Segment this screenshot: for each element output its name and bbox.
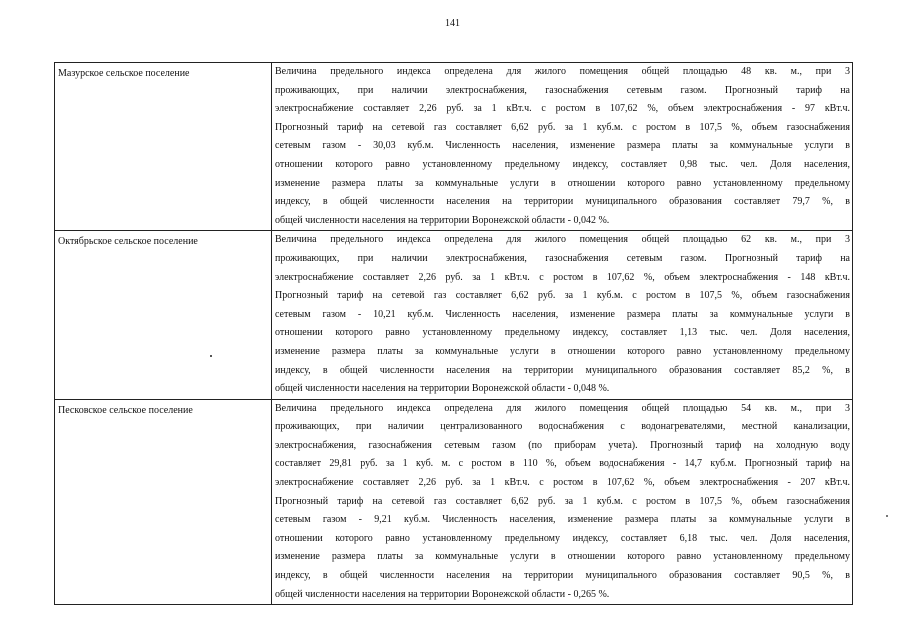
scan-speck	[886, 515, 888, 517]
description-line: электроснабжение составляет 2,26 руб. за 1 кВт.ч. с ростом в 107,62 %, объем электроснабжения - 148 кВт.ч.	[275, 271, 850, 283]
scan-speck	[210, 355, 212, 357]
description-line: изменение размера платы за коммунальные услуги в отношении которого равно установленному предельному	[275, 177, 850, 189]
description-line: отношении которого равно установленному предельному индексу, составляет 6,18 тыс. чел. Доля населения,	[275, 532, 850, 544]
description-line: изменение размера платы за коммунальные услуги в отношении которого равно установленному предельному	[275, 551, 850, 563]
description-line: проживающих, при наличии электроснабжения, газоснабжения сетевым газом. Прогнозный тариф на	[275, 252, 850, 264]
description-line: отношении которого равно установленному предельному индексу, составляет 1,13 тыс. чел. Доля населения,	[275, 327, 850, 339]
description-line: Прогнозный тариф на сетевой газ составляет 6,62 руб. за 1 куб.м. с ростом в 107,5 %, объем газоснабжения	[275, 121, 850, 133]
description-line: проживающих, при наличии электроснабжения, газоснабжения сетевым газом. Прогнозный тариф на	[275, 84, 850, 96]
description-line: индексу, в общей численности населения на территории муниципального образования составляет 90,5 %, в	[275, 570, 850, 582]
description-line: Прогнозный тариф на сетевой газ составляет 6,62 руб. за 1 куб.м. с ростом в 107,5 %, объем газоснабжения	[275, 290, 850, 302]
description-line: общей численности населения на территории Воронежской области - 0,048 %.	[275, 383, 610, 395]
description-line: сетевым газом - 9,21 куб.м. Численность населения, изменение размера платы за коммунальные услуги в	[275, 514, 850, 526]
description-line: индексу, в общей численности населения на территории муниципального образования составляет 79,7 %, в	[275, 196, 850, 208]
description-line: составляет 29,81 руб. за 1 куб. м. с ростом в 110 %, объем водоснабжения - 14,7 куб.м. Прогнозный тариф на	[275, 458, 850, 470]
description-line: индексу, в общей численности населения на территории муниципального образования составляет 85,2 %, в	[275, 364, 850, 376]
settlement-name: Песковское сельское поселение	[55, 399, 272, 605]
settlement-description	[272, 63, 853, 231]
settlement-description	[272, 231, 853, 399]
description-line: сетевым газом - 10,21 куб.м. Численность населения, изменение размера платы за коммунальные услуги в	[275, 308, 850, 320]
settlement-name: Мазурское сельское поселение	[55, 63, 272, 231]
page-number: 141	[445, 18, 460, 29]
description-line: изменение размера платы за коммунальные услуги в отношении которого равно установленному предельному	[275, 345, 850, 357]
description-line: общей численности населения на территории Воронежской области - 0,265 %.	[275, 588, 610, 600]
settlement-name: Октябрьское сельское поселение	[55, 231, 272, 399]
description-line: Величина предельного индекса определена для жилого помещения общей площадью 48 кв. м., при 3	[275, 66, 850, 77]
description-line: сетевым газом - 30,03 куб.м. Численность населения, изменение размера платы за коммунальные услуги в	[275, 140, 850, 152]
description-line: отношении которого равно установленному предельному индексу, составляет 0,98 тыс. чел. Доля населения,	[275, 158, 850, 170]
description-line: Прогнозный тариф на сетевой газ составляет 6,62 руб. за 1 куб.м. с ростом в 107,5 %, объем газоснабжения	[275, 495, 850, 507]
description-line: общей численности населения на территории Воронежской области - 0,042 %.	[275, 214, 610, 226]
description-line: электроснабжение составляет 2,26 руб. за 1 кВт.ч. с ростом в 107,62 %, объем электроснабжения - 207 кВт.ч.	[275, 477, 850, 489]
description-line: электроснабжения, газоснабжения сетевым газом (по приборам учета). Прогнозный тариф на холодную воду	[275, 439, 850, 451]
description-line: Величина предельного индекса определена для жилого помещения общей площадью 54 кв. м., при 3	[275, 402, 850, 414]
table-row	[55, 63, 853, 231]
settlements-table	[54, 62, 853, 605]
description-line: электроснабжение составляет 2,26 руб. за 1 кВт.ч. с ростом в 107,62 %, объем электроснабжения - 97 кВт.ч.	[275, 103, 850, 115]
settlement-description	[272, 399, 853, 605]
description-line: проживающих, при наличии централизованного водоснабжения с водонагревателями, местной канализации,	[275, 421, 850, 433]
table-row	[55, 231, 853, 399]
description-line: Величина предельного индекса определена для жилого помещения общей площадью 62 кв. м., при 3	[275, 234, 850, 246]
table-row	[55, 399, 853, 605]
